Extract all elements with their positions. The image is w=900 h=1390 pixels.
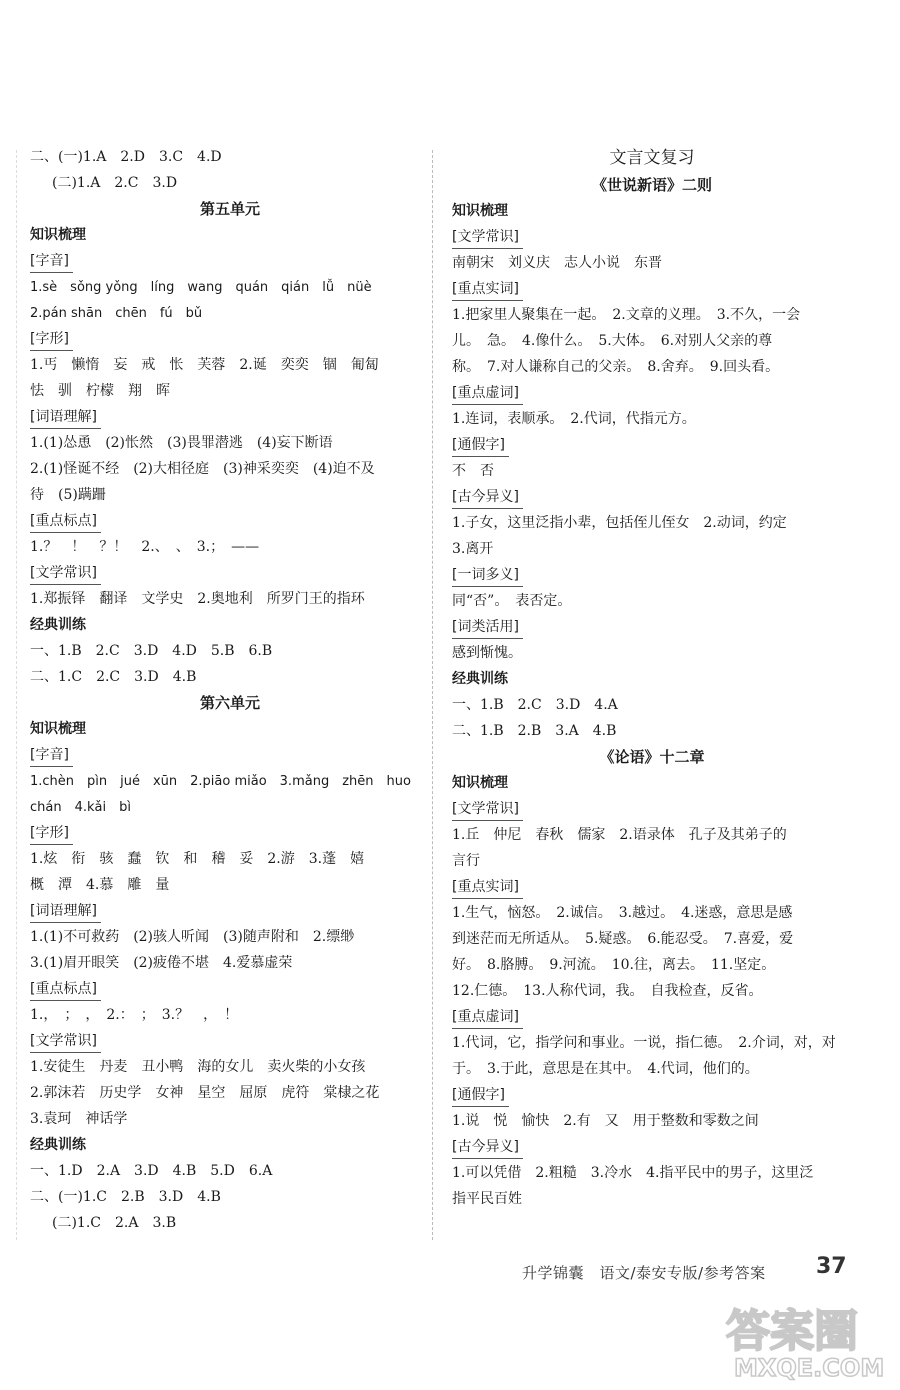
answer-line-text: 1.把家里人聚集在一起。 2.文章的义理。 3.不久，一会: [452, 307, 801, 323]
subsection-label-text: [词类活用]: [452, 616, 523, 639]
subsection-label-text: [古今异义]: [452, 1136, 523, 1159]
answer-line-text: 1.安徒生 丹麦 丑小鸭 海的女儿 卖火柴的小女孩: [30, 1059, 366, 1075]
answer-line-text: 1.子女，这里泛指小辈，包括侄儿侄女 2.动词，约定: [452, 515, 787, 531]
answer-line: [452, 1030, 852, 1056]
answer-line-text: 1.郑振铎 翻译 文学史 2.奥地利 所罗门王的指环: [30, 591, 365, 607]
subsection-label-text: [文学常识]: [30, 562, 101, 585]
subsection-label-text: [字音]: [30, 744, 73, 767]
answer-line: [30, 430, 430, 456]
article-title: [452, 172, 852, 198]
answer-line-text: 称。 7.对人谦称自己的父亲。 8.舍弃。 9.回头看。: [452, 359, 780, 375]
subsection-label: [452, 276, 852, 302]
article-title: [452, 744, 852, 770]
subsection-label: [452, 1004, 852, 1030]
section-heading-text: 经典训练: [30, 617, 86, 633]
section-title: [452, 144, 852, 172]
unit-title-text: 第五单元: [199, 200, 260, 218]
answer-line-text: 怯 驯 柠檬 翔 晖: [30, 383, 170, 399]
subsection-label-text: [字音]: [30, 250, 73, 273]
section-heading: [30, 612, 430, 638]
section-heading: [452, 198, 852, 224]
answer-line: [452, 406, 852, 432]
answer-line-text: 于。 3.于此，意思是在其中。 4.代词，他们的。: [452, 1061, 759, 1077]
answer-line: [30, 534, 430, 560]
subsection-label: [30, 976, 430, 1002]
subsection-label-text: [文学常识]: [452, 798, 523, 821]
answer-line-text: 概 潭 4.慕 雕 量: [30, 877, 170, 893]
answer-line: [30, 378, 430, 404]
answer-line-text: (二)1.A 2.C 3.D: [52, 175, 178, 191]
answer-line: [30, 1002, 430, 1028]
unit-title: [30, 196, 430, 222]
watermark-main-text: 答案圈: [726, 1306, 858, 1357]
answer-line: [30, 170, 430, 196]
answer-line: [30, 144, 430, 170]
answer-line-text: 同“否”。 表否定。: [452, 593, 572, 609]
answer-line: [30, 482, 430, 508]
section-heading: [452, 770, 852, 796]
answer-line: [30, 1054, 430, 1080]
watermark-logo: [720, 1296, 896, 1382]
answer-line: [452, 536, 852, 562]
answer-line: [30, 768, 430, 794]
article-title-text: 《论语》十二章: [599, 748, 705, 766]
answer-line: [452, 354, 852, 380]
subsection-label: [452, 224, 852, 250]
subsection-label: [452, 380, 852, 406]
subsection-label: [452, 432, 852, 458]
answer-line-text: 一、1.B 2.C 3.D 4.A: [452, 697, 618, 713]
section-heading-text: 知识梳理: [30, 227, 86, 243]
answer-line: [30, 456, 430, 482]
answer-line-text: 1.炫 衔 骇 蠢 钦 和 稽 妥 2.游 3.蓬 嬉: [30, 851, 365, 867]
answer-line: [452, 822, 852, 848]
answer-line-text: 1.连词，表顺承。 2.代词，代指元方。: [452, 411, 696, 427]
subsection-label-text: [一词多义]: [452, 564, 523, 587]
answer-line: [452, 1108, 852, 1134]
section-heading: [30, 716, 430, 742]
answer-line-text: 到迷茫而无所适从。 5.疑惑。 6.能忍受。 7.喜爱，爱: [452, 931, 794, 947]
subsection-label: [30, 898, 430, 924]
answer-line: [30, 1080, 430, 1106]
subsection-label-text: [通假字]: [452, 1084, 509, 1107]
answer-line-text: 二、(一)1.A 2.D 3.C 4.D: [30, 149, 222, 165]
answer-line: [452, 952, 852, 978]
subsection-label-text: [重点实词]: [452, 876, 523, 899]
answer-line-text: 1.？ ！ ？！ 2.、 、 3.； ——: [30, 539, 260, 555]
answer-line-text: 一、1.B 2.C 3.D 4.D 5.B 6.B: [30, 643, 273, 659]
answer-line-text: 1.丘 仲尼 春秋 儒家 2.语录体 孔子及其弟子的: [452, 827, 787, 843]
section-heading-text: 经典训练: [30, 1137, 86, 1153]
section-heading-text: 知识梳理: [452, 775, 508, 791]
answer-line: [30, 950, 430, 976]
subsection-label-text: [重点标点]: [30, 510, 101, 533]
subsection-label-text: [通假字]: [452, 434, 509, 457]
answer-line: [30, 872, 430, 898]
right-column: [452, 144, 852, 1212]
section-title-text: 文言文复习: [609, 148, 695, 168]
answer-line: [452, 1056, 852, 1082]
section-heading: [30, 222, 430, 248]
answer-line-text: 1.丐 懒惰 妄 戒 怅 芙蓉 2.诞 奕奕 锢 匍匐: [30, 357, 379, 373]
answer-line: [30, 300, 430, 326]
subsection-label: [452, 874, 852, 900]
answer-line-text: 3.袁珂 神话学: [30, 1111, 128, 1127]
subsection-label: [452, 796, 852, 822]
unit-title: [30, 690, 430, 716]
subsection-label: [30, 1028, 430, 1054]
answer-line-text: 二、1.C 2.C 3.D 4.B: [30, 669, 197, 685]
watermark-sub-text: MXQE.COM: [734, 1354, 885, 1382]
subsection-label: [30, 508, 430, 534]
answer-line-text: 3.(1)眉开眼笑 (2)疲倦不堪 4.爱慕虚荣: [30, 955, 293, 971]
answer-line: [452, 250, 852, 276]
answer-line: [452, 588, 852, 614]
answer-line-text: 3.离开: [452, 541, 494, 557]
footer-book-title: 升学锦囊 语文/泰安专版/参考答案: [522, 1264, 766, 1282]
answer-line-text: 1.代词，它，指学问和事业。一说，指仁德。 2.介词，对，对: [452, 1035, 836, 1051]
subsection-label-text: [词语理解]: [30, 900, 101, 923]
answer-line: [30, 1210, 430, 1236]
subsection-label: [452, 484, 852, 510]
subsection-label: [30, 742, 430, 768]
left-dashed-rule: [16, 150, 17, 1240]
subsection-label: [30, 560, 430, 586]
answer-line: [30, 1106, 430, 1132]
answer-line-text: 好。 8.胳膊。 9.河流。 10.往，离去。 11.坚定。: [452, 957, 776, 973]
answer-line-text: 二、(一)1.C 2.B 3.D 4.B: [30, 1189, 221, 1205]
answer-line: [30, 794, 430, 820]
answer-line: [452, 510, 852, 536]
column-divider: [432, 150, 433, 1240]
answer-line: [30, 586, 430, 612]
answer-line-text: chán 4.kǎi bì: [30, 800, 131, 815]
section-heading: [452, 666, 852, 692]
subsection-label-text: [词语理解]: [30, 406, 101, 429]
answer-line-text: 指平民百姓: [452, 1191, 522, 1207]
section-heading-text: 经典训练: [452, 671, 508, 687]
subsection-label: [30, 248, 430, 274]
answer-line-text: 二、1.B 2.B 3.A 4.B: [452, 723, 617, 739]
answer-line: [452, 692, 852, 718]
answer-line: [452, 900, 852, 926]
answer-line-text: 1.chèn pìn jué xūn 2.piāo miǎo 3.mǎng zhēn huo: [30, 774, 411, 789]
answer-line: [30, 924, 430, 950]
answer-line-text: 1.生气，恼怒。 2.诚信。 3.越过。 4.迷惑，意思是感: [452, 905, 793, 921]
subsection-label: [30, 404, 430, 430]
answer-line: [30, 846, 430, 872]
left-column: [30, 144, 430, 1236]
answer-line: [452, 302, 852, 328]
answer-line-text: 南朝宋 刘义庆 志人小说 东晋: [452, 255, 662, 271]
section-heading-text: 知识梳理: [30, 721, 86, 737]
answer-line: [452, 718, 852, 744]
subsection-label-text: [重点虚词]: [452, 1006, 523, 1029]
subsection-label-text: [文学常识]: [30, 1030, 101, 1053]
answer-line-text: 儿。 急。 4.像什么。 5.大体。 6.对别人父亲的尊: [452, 333, 773, 349]
unit-title-text: 第六单元: [199, 694, 260, 712]
answer-line: [30, 1184, 430, 1210]
answer-line-text: 言行: [452, 853, 480, 869]
subsection-label: [452, 1082, 852, 1108]
answer-line: [452, 1186, 852, 1212]
subsection-label-text: [字形]: [30, 822, 73, 845]
answer-line: [452, 926, 852, 952]
answer-line-text: 1.说 悦 愉快 2.有 又 用于整数和零数之间: [452, 1113, 759, 1129]
answer-line: [452, 328, 852, 354]
answer-line-text: 待 (5)蹒跚: [30, 487, 106, 503]
subsection-label: [452, 614, 852, 640]
page-number: 37: [816, 1254, 847, 1279]
answer-line: [452, 978, 852, 1004]
answer-line-text: 一、1.D 2.A 3.D 4.B 5.D 6.A: [30, 1163, 273, 1179]
answer-line-text: 1.(1)不可救药 (2)骇人听闻 (3)随声附和 2.缥缈: [30, 929, 355, 945]
subsection-label-text: [重点虚词]: [452, 382, 523, 405]
subsection-label-text: [古今异义]: [452, 486, 523, 509]
page-footer: [500, 1254, 880, 1288]
answer-line: [452, 848, 852, 874]
subsection-label: [30, 820, 430, 846]
answer-line-text: 1.(1)怂恿 (2)怅然 (3)畏罪潜逃 (4)妄下断语: [30, 435, 333, 451]
answer-line: [30, 274, 430, 300]
answer-line: [452, 458, 852, 484]
answer-line: [30, 664, 430, 690]
answer-line-text: 2.pán shān chēn fú bǔ: [30, 306, 203, 321]
subsection-label-text: [重点实词]: [452, 278, 523, 301]
answer-line: [452, 640, 852, 666]
answer-line-text: 1.， ； ， 2.： ； 3.？ ， ！: [30, 1007, 239, 1023]
answer-line: [30, 352, 430, 378]
subsection-label-text: [文学常识]: [452, 226, 523, 249]
section-heading-text: 知识梳理: [452, 203, 508, 219]
subsection-label: [30, 326, 430, 352]
subsection-label: [452, 562, 852, 588]
answer-line-text: 2.(1)怪诞不经 (2)大相径庭 (3)神采奕奕 (4)迫不及: [30, 461, 375, 477]
section-heading: [30, 1132, 430, 1158]
answer-line-text: 感到惭愧。: [452, 645, 522, 661]
answer-line-text: 2.郭沫若 历史学 女神 星空 屈原 虎符 棠棣之花: [30, 1085, 380, 1101]
article-title-text: 《世说新语》二则: [591, 176, 712, 194]
answer-line-text: 1.sè sǒng yǒng líng wang quán qián lǚ nüè: [30, 280, 372, 295]
answer-line: [30, 638, 430, 664]
subsection-label-text: [字形]: [30, 328, 73, 351]
answer-line-text: 12.仁德。 13.人称代词，我。 自我检查，反省。: [452, 983, 763, 999]
answer-line-text: 1.可以凭借 2.粗糙 3.冷水 4.指平民中的男子，这里泛: [452, 1165, 814, 1181]
answer-line-text: (二)1.C 2.A 3.B: [52, 1215, 177, 1231]
subsection-label: [452, 1134, 852, 1160]
subsection-label-text: [重点标点]: [30, 978, 101, 1001]
answer-line: [30, 1158, 430, 1184]
answer-line-text: 不 否: [452, 463, 494, 479]
answer-line: [452, 1160, 852, 1186]
